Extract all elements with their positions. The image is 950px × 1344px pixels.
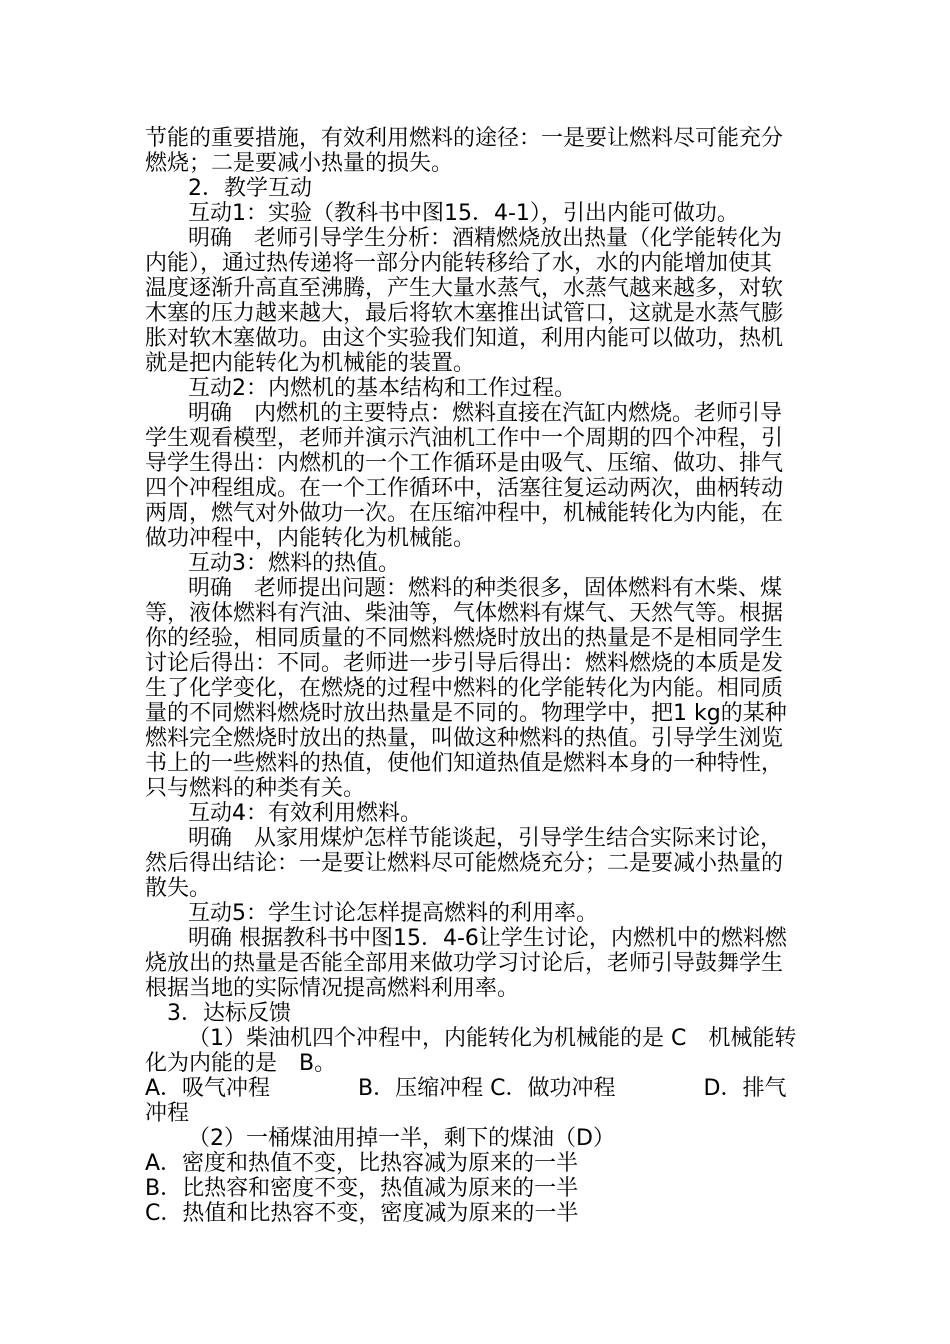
- text-line: 只与燃料的种类有关。: [145, 776, 366, 801]
- text-line: 烧放出的热量是否能全部用来做功学习讨论后，老师引导鼓舞学生: [145, 951, 784, 976]
- answer-option: A．密度和热值不变，比热容减为原来的一半: [145, 1151, 579, 1176]
- answer-options: A．吸气冲程 B．压缩冲程 C．做功冲程 D．排气: [145, 1076, 787, 1101]
- text-line: 根据当地的实际情况提高燃料利用率。: [145, 976, 520, 1001]
- answer-option: B．比热容和密度不变，热值减为原来的一半: [145, 1176, 579, 1201]
- text-line: 明确 内燃机的主要特点：燃料直接在汽缸内燃烧。老师引导: [188, 401, 783, 426]
- text-line: 就是把内能转化为机械能的装置。: [145, 351, 476, 376]
- text-line: 互动1：实验（教科书中图15．4-1），引出内能可做功。: [188, 201, 739, 226]
- section-heading: 2．教学互动: [188, 176, 312, 201]
- text-line: 学生观看模型，老师并演示汽油机工作中一个周期的四个冲程，引: [145, 426, 784, 451]
- text-line: 燃烧；二是要减小热量的损失。: [145, 151, 454, 176]
- text-line: 明确 从家用煤炉怎样节能谈起，引导学生结合实际来讨论，: [188, 826, 783, 851]
- question-line: 化为内能的是 B。: [145, 1051, 337, 1076]
- answer-options: 冲程: [145, 1101, 190, 1126]
- text-line: 等，液体燃料有汽油、柴油等，气体燃料有煤气、天然气等。根据: [145, 601, 784, 626]
- text-line: 讨论后得出：不同。老师进一步引导后得出：燃料燃烧的本质是发: [145, 651, 784, 676]
- text-line: 两周，燃气对外做功一次。在压缩冲程中，机械能转化为内能，在: [145, 501, 784, 526]
- text-line: 明确 老师提出问题：燃料的种类很多，固体燃料有木柴、煤: [188, 576, 783, 601]
- text-line: 做功冲程中，内能转化为机械能。: [145, 526, 476, 551]
- text-line: 明确 根据教科书中图15．4-6让学生讨论，内燃机中的燃料燃: [188, 926, 787, 951]
- text-line: 互动3：燃料的热值。: [188, 551, 400, 576]
- text-line: 燃料完全燃烧时放出的热量，叫做这种燃料的热值。引导学生浏览: [145, 726, 784, 751]
- text-line: 书上的一些燃料的热值，使他们知道热值是燃料本身的一种特性，: [145, 751, 784, 776]
- text-line: 散失。: [145, 876, 212, 901]
- text-line: 温度逐渐升高直至沸腾，产生大量水蒸气，水蒸气越来越多，对软: [145, 276, 784, 301]
- text-line: 然后得出结论：一是要让燃料尽可能燃烧充分；二是要减小热量的: [145, 851, 784, 876]
- text-line: 明确 老师引导学生分析：酒精燃烧放出热量（化学能转化为: [188, 226, 783, 251]
- text-line: 量的不同燃料燃烧时放出热量是不同的。物理学中，把1 kg的某种: [145, 701, 787, 726]
- text-line: 内能），通过热传递将一部分内能转移给了水，水的内能增加使其: [145, 251, 773, 276]
- text-line: 互动2：内燃机的基本结构和工作过程。: [188, 376, 576, 401]
- text-line: 导学生得出：内燃机的一个工作循环是由吸气、压缩、做功、排气: [145, 451, 784, 476]
- question-line: （1）柴油机四个冲程中，内能转化为机械能的是 C 机械能转: [188, 1026, 797, 1051]
- text-line: 生了化学变化，在燃烧的过程中燃料的化学能转化为内能。相同质: [145, 676, 784, 701]
- answer-option: C．热值和比热容不变，密度减为原来的一半: [145, 1201, 579, 1226]
- question-line: （2）一桶煤油用掉一半，剩下的煤油（D）: [188, 1126, 615, 1151]
- text-line: 互动4：有效利用燃料。: [188, 801, 422, 826]
- text-line: 木塞的压力越来越大，最后将软木塞推出试管口，这就是水蒸气膨: [145, 301, 784, 326]
- section-heading: 3．达标反馈: [167, 1001, 291, 1026]
- text-line: 你的经验，相同质量的不同燃料燃烧时放出的热量是不是相同学生: [145, 626, 784, 651]
- text-line: 四个冲程组成。在一个工作循环中，活塞往复运动两次，曲柄转动: [145, 476, 784, 501]
- text-line: 节能的重要措施，有效利用燃料的途径：一是要让燃料尽可能充分: [145, 126, 784, 151]
- text-line: 胀对软木塞做功。由这个实验我们知道，利用内能可以做功，热机: [145, 326, 784, 351]
- text-line: 互动5：学生讨论怎样提高燃料的利用率。: [188, 901, 598, 926]
